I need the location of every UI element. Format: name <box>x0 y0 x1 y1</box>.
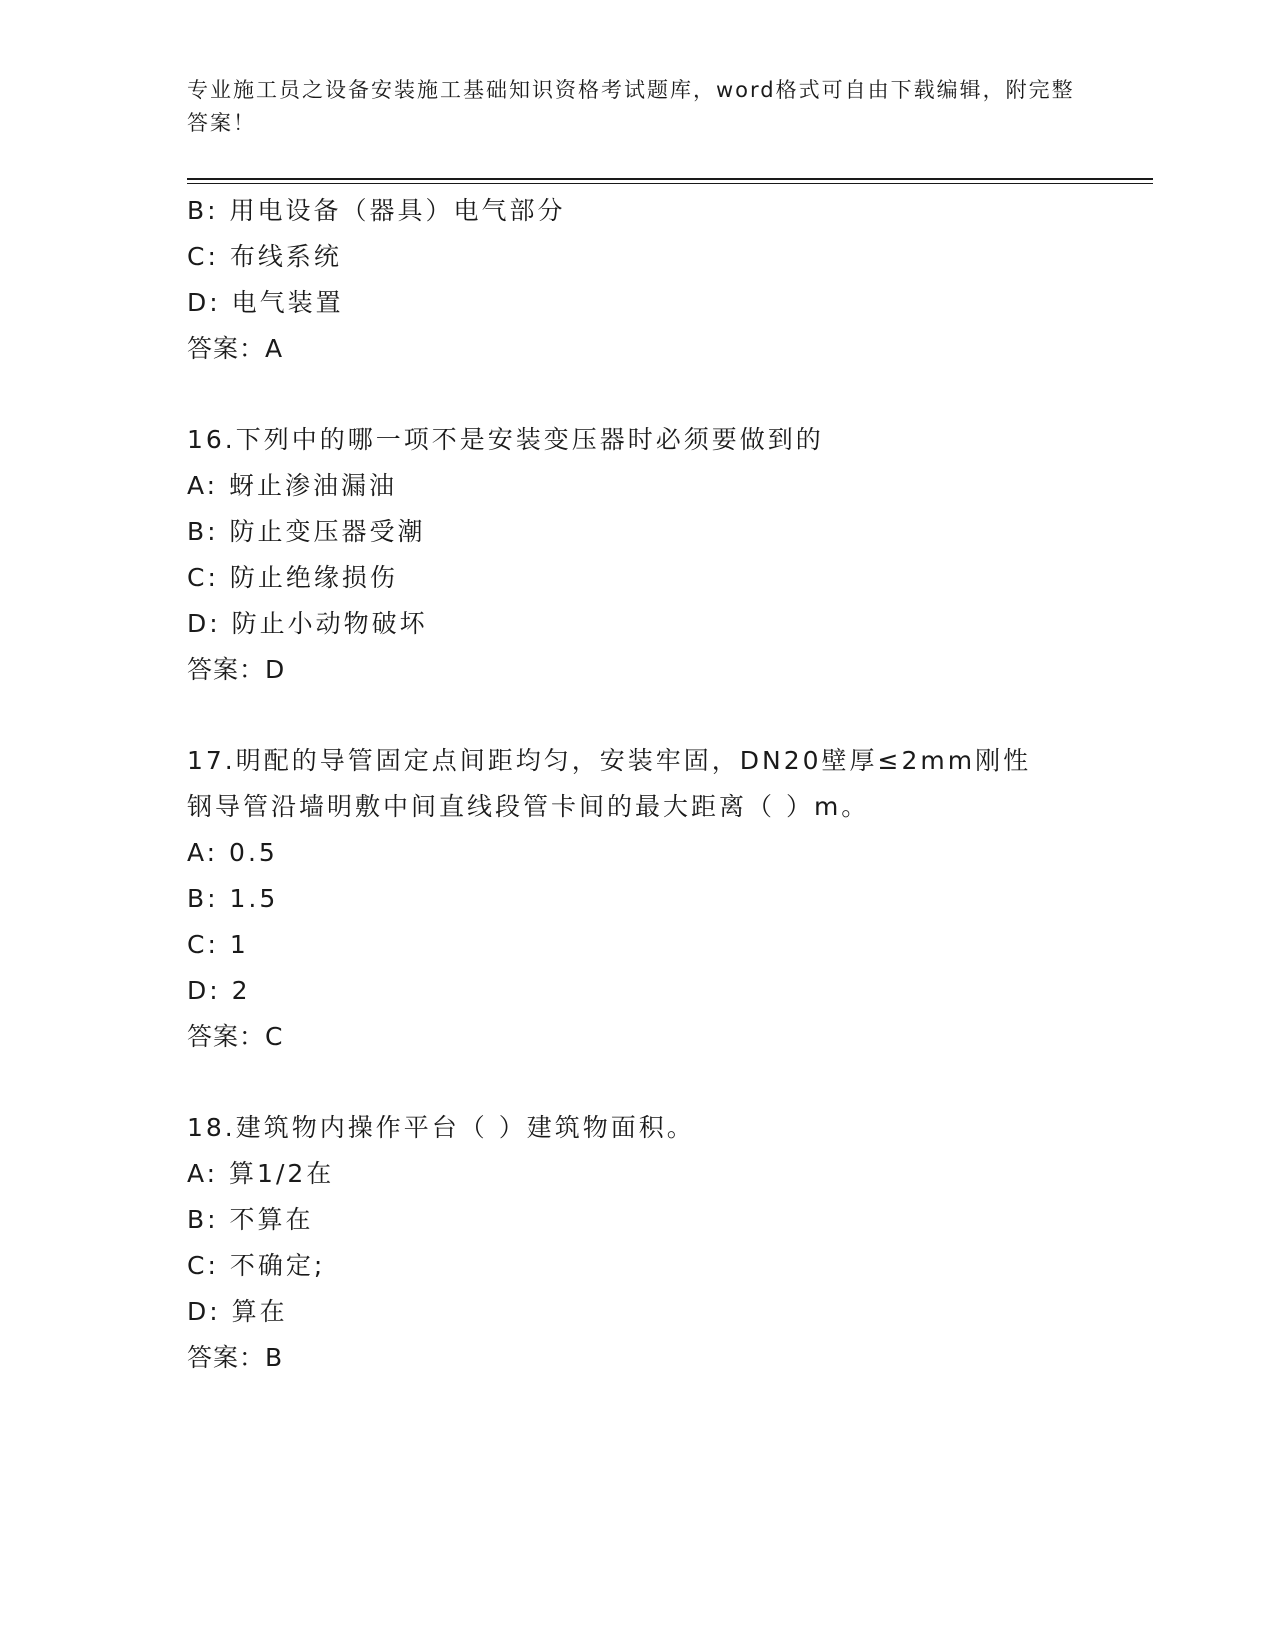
option-b: B: 不算在 <box>187 1205 314 1234</box>
question-stem: 16.下列中的哪一项不是安装变压器时必须要做到的 <box>187 425 824 454</box>
option-b: B: 防止变压器受潮 <box>187 517 426 546</box>
option-d: D: 电气装置 <box>187 288 344 317</box>
question-16 <box>187 417 1153 693</box>
option-d: D: 2 <box>187 976 251 1005</box>
question-list <box>187 188 1153 1381</box>
question-stem: 17.明配的导管固定点间距均匀，安装牢固，DN20壁厚≤2mm刚性钢导管沿墙明敷中间直线段管卡间的最大距离（ ）m。 <box>187 746 1032 821</box>
option-c: C: 1 <box>187 930 249 959</box>
option-a: A: 算1/2在 <box>187 1159 335 1188</box>
answer-line: 答案：A <box>187 334 284 363</box>
answer-line: 答案：B <box>187 1343 284 1372</box>
option-a: A: 蚜止渗油漏油 <box>187 471 398 500</box>
option-b: B: 1.5 <box>187 884 279 913</box>
option-d: D: 防止小动物破坏 <box>187 609 428 638</box>
option-c: C: 防止绝缘损伤 <box>187 563 398 592</box>
answer-line: 答案：D <box>187 655 286 684</box>
question-17 <box>187 738 1153 1060</box>
document-header: 专业施工员之设备安装施工基础知识资格考试题库，word格式可自由下载编辑，附完整答案！ <box>187 78 1075 135</box>
option-c: C: 不确定; <box>187 1251 326 1280</box>
question-stem: 18.建筑物内操作平台（ ）建筑物面积。 <box>187 1113 695 1142</box>
header-divider-thin <box>187 183 1153 184</box>
option-c: C: 布线系统 <box>187 242 342 271</box>
continued-question <box>187 188 1153 372</box>
option-b: B: 用电设备（器具）电气部分 <box>187 196 566 225</box>
option-d: D: 算在 <box>187 1297 288 1326</box>
option-a: A: 0.5 <box>187 838 278 867</box>
header-divider-thick <box>187 178 1153 180</box>
answer-line: 答案：C <box>187 1022 284 1051</box>
question-18 <box>187 1105 1153 1381</box>
